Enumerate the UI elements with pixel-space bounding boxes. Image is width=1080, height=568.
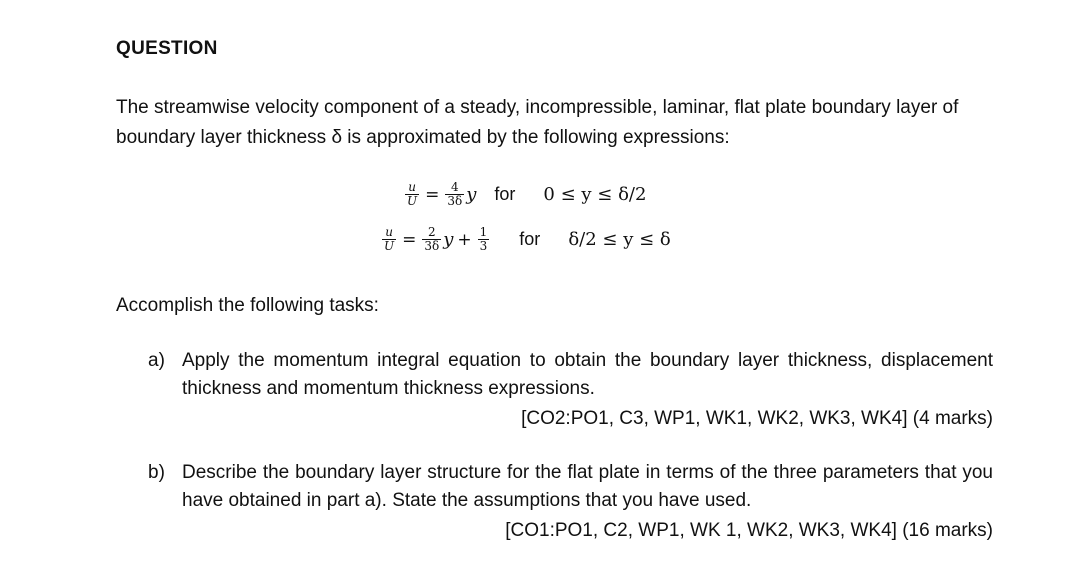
task-letter: a) [148, 350, 165, 371]
constant-fraction [478, 226, 490, 253]
constant-numerator: 1 [479, 225, 488, 239]
lhs-fraction [382, 226, 396, 253]
task-item-a [148, 347, 993, 433]
coefficient-denominator: 3δ [424, 239, 440, 253]
task-marks: [CO1:PO1, C2, WP1, WK 1, WK2, WK3, WK4] (16 marks) [505, 520, 993, 541]
coefficient-fraction [445, 181, 464, 208]
coefficient-numerator: 4 [450, 180, 459, 194]
for-label: for [494, 184, 516, 204]
equation-condition: δ/2 ≤ y ≤ δ [568, 229, 671, 250]
for-label: for [519, 229, 541, 249]
task-item-b [148, 459, 993, 545]
task-text: Describe the boundary layer structure for the flat plate in terms of the three parameters that you have obtained in part a). State the assumptions that you have used. [182, 462, 993, 511]
velocity-equation-1 [403, 181, 646, 208]
coefficient-fraction [422, 226, 441, 253]
equals-sign: = [425, 184, 440, 205]
question-heading: QUESTION [116, 38, 218, 59]
tasks-intro: Accomplish the following tasks: [116, 295, 379, 316]
coefficient-numerator: 2 [427, 225, 436, 239]
task-marks: [CO2:PO1, C3, WP1, WK1, WK2, WK3, WK4] (4 marks) [521, 408, 993, 429]
plus-sign: + [457, 229, 472, 250]
constant-denominator: 3 [479, 239, 488, 253]
variable-y: y [466, 184, 477, 205]
velocity-equation-2 [380, 226, 671, 253]
coefficient-denominator: 3δ [447, 194, 463, 208]
task-letter: b) [148, 462, 165, 483]
task-text: Apply the momentum integral equation to obtain the boundary layer thickness, displacement thickness and momentum thickness expressions. [182, 350, 993, 399]
variable-y: y [443, 229, 454, 250]
lhs-denominator: U [384, 239, 395, 253]
equals-sign: = [402, 229, 417, 250]
lhs-denominator: U [407, 194, 418, 208]
lhs-numerator: u [408, 180, 416, 194]
lhs-fraction [405, 181, 419, 208]
question-intro: The streamwise velocity component of a steady, incompressible, laminar, flat plate boundary layer of boundary layer thickness δ is approximated by the following expressions: [116, 97, 959, 148]
lhs-numerator: u [385, 225, 393, 239]
equation-condition: 0 ≤ y ≤ δ/2 [543, 184, 647, 205]
